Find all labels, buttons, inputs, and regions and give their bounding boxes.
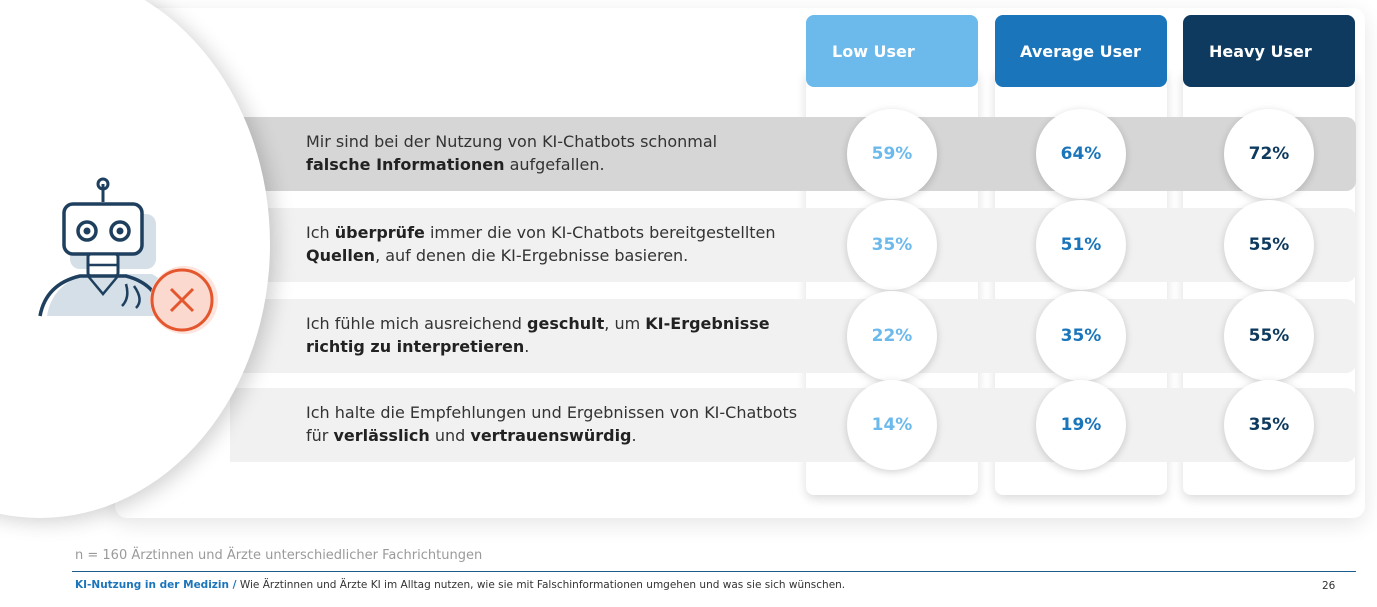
row-statement: Ich fühle mich ausreichend geschult, um KI-Ergebnisse richtig zu interpretieren.: [306, 314, 770, 356]
robot-icon: [32, 176, 222, 336]
sample-note: n = 160 Ärztinnen und Ärzte unterschiedlicher Fachrichtungen: [75, 548, 483, 563]
table-row: [230, 299, 1356, 373]
value-circle: 51%: [1036, 200, 1126, 290]
table-row: [230, 117, 1356, 191]
page-number: 26: [1322, 580, 1336, 592]
value-circle: 35%: [1224, 380, 1314, 470]
value-circle: 19%: [1036, 380, 1126, 470]
table-row: [230, 208, 1356, 282]
value-circle: 72%: [1224, 109, 1314, 199]
footer-rule: [72, 571, 1356, 572]
row-statement: Ich überprüfe immer die von KI-Chatbots bereitgestellten Quellen, auf denen die KI-Ergebnisse basieren.: [306, 223, 776, 265]
value-circle: 35%: [847, 200, 937, 290]
value-circle: 22%: [847, 291, 937, 381]
cross-circle-icon: [150, 266, 218, 334]
row-statement: Ich halte die Empfehlungen und Ergebnissen von KI-Chatbots für verlässlich und vertrauenswürdig.: [306, 403, 798, 445]
column-header: Heavy User: [1183, 15, 1355, 87]
column-header: Low User: [806, 15, 978, 87]
row-statement: Mir sind bei der Nutzung von KI-Chatbots schonmal falsche Informationen aufgefallen.: [306, 132, 718, 174]
column-header: Average User: [995, 15, 1167, 87]
value-circle: 14%: [847, 380, 937, 470]
value-circle: 55%: [1224, 291, 1314, 381]
footer-text: Wie Ärztinnen und Ärzte KI im Alltag nutzen, wie sie mit Falschinformationen umgehen und was sie sich wünschen.: [236, 579, 846, 591]
table-row: [230, 388, 1356, 462]
footer-title: KI-Nutzung in der Medizin /: [75, 579, 237, 591]
value-circle: 64%: [1036, 109, 1126, 199]
footer: [75, 579, 845, 591]
value-circle: 55%: [1224, 200, 1314, 290]
value-circle: 35%: [1036, 291, 1126, 381]
value-circle: 59%: [847, 109, 937, 199]
